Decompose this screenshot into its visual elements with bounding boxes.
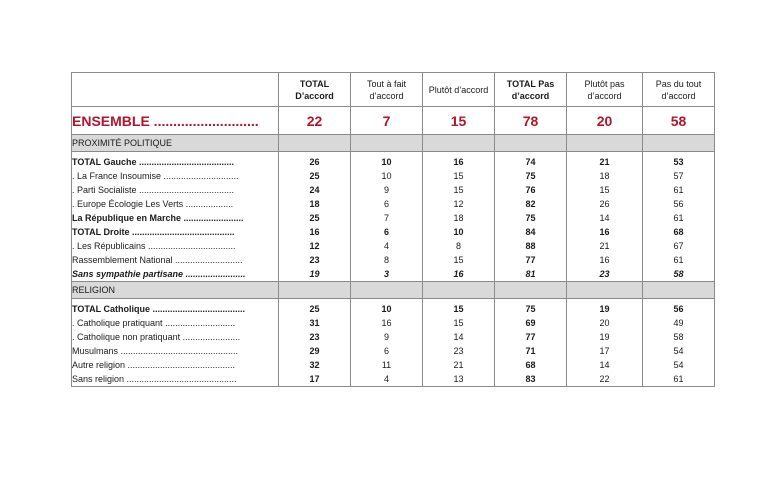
row-value: 75 [495,299,567,317]
table-row [72,197,715,211]
section-blank-cell [423,135,495,152]
row-value: 18 [567,169,643,183]
row-value: 77 [495,330,567,344]
row-value: 57 [643,169,715,183]
row-value: 58 [643,267,715,282]
row-value: 12 [279,239,351,253]
row-value: 19 [567,299,643,317]
row-value: 10 [351,152,423,170]
column-header-line1: Tout à fait [366,78,407,89]
row-value: 3 [351,267,423,282]
row-label: La République en Marche ........................ [72,211,279,225]
ensemble-value: 20 [567,107,643,135]
row-value: 54 [643,344,715,358]
row-value: 18 [423,211,495,225]
column-header-1 [279,73,351,107]
row-value: 81 [495,267,567,282]
ensemble-label: ENSEMBLE ........................... [72,107,279,135]
row-value: 61 [643,372,715,387]
row-label: TOTAL Droite ......................................... [72,225,279,239]
row-value: 11 [351,358,423,372]
row-label: Rassemblement National ........................... [72,253,279,267]
section-blank-cell [351,282,423,299]
table-row [72,152,715,170]
row-value: 23 [567,267,643,282]
row-value: 26 [279,152,351,170]
row-value: 71 [495,344,567,358]
row-value: 77 [495,253,567,267]
ensemble-value: 22 [279,107,351,135]
row-value: 23 [279,253,351,267]
row-value: 61 [643,253,715,267]
row-value: 9 [351,183,423,197]
row-label: Musulmans ............................................... [72,344,279,358]
table-row [72,211,715,225]
column-header-3 [423,73,495,107]
row-label: . Europe Écologie Les Verts ................... [72,197,279,211]
row-value: 17 [279,372,351,387]
table-row [72,267,715,282]
row-value: 16 [567,253,643,267]
section-blank-cell [279,135,351,152]
row-value: 61 [643,211,715,225]
row-label: . Parti Socialiste ...................................... [72,183,279,197]
row-value: 53 [643,152,715,170]
row-value: 84 [495,225,567,239]
row-value: 15 [423,169,495,183]
row-value: 10 [351,299,423,317]
row-value: 23 [423,344,495,358]
row-label: . Catholique non pratiquant ....................... [72,330,279,344]
row-value: 16 [423,152,495,170]
table-row [72,225,715,239]
row-value: 8 [351,253,423,267]
row-label: Autre religion ........................................... [72,358,279,372]
table-row [72,253,715,267]
row-value: 83 [495,372,567,387]
row-value: 20 [567,316,643,330]
section-blank-cell [279,282,351,299]
row-value: 76 [495,183,567,197]
section-blank-cell [643,135,715,152]
row-value: 67 [643,239,715,253]
row-value: 15 [567,183,643,197]
row-label: Sans religion ............................................ [72,372,279,387]
row-value: 69 [495,316,567,330]
row-value: 4 [351,239,423,253]
section-header-row [72,135,715,152]
row-value: 56 [643,197,715,211]
row-value: 56 [643,299,715,317]
section-title: RELIGION [72,282,279,299]
header-blank-cell [72,73,279,107]
row-value: 68 [643,225,715,239]
table-row [72,344,715,358]
column-header-line2: D’accord [295,90,334,101]
row-value: 68 [495,358,567,372]
table-row [72,183,715,197]
row-value: 21 [423,358,495,372]
row-value: 12 [423,197,495,211]
row-value: 29 [279,344,351,358]
section-blank-cell [643,282,715,299]
column-header-line1: Plutôt pas [584,78,625,89]
row-value: 16 [567,225,643,239]
section-blank-cell [351,135,423,152]
section-blank-cell [495,282,567,299]
table-row [72,169,715,183]
table-row [72,358,715,372]
row-label: TOTAL Catholique ..................................... [72,299,279,317]
row-value: 16 [423,267,495,282]
column-header-line2: d’accord [511,90,550,101]
row-value: 61 [643,183,715,197]
row-value: 74 [495,152,567,170]
row-value: 15 [423,299,495,317]
column-header-6 [643,73,715,107]
column-header-line2: d’accord [661,90,696,101]
section-blank-cell [495,135,567,152]
row-value: 15 [423,253,495,267]
row-value: 6 [351,344,423,358]
row-value: 54 [643,358,715,372]
row-value: 6 [351,197,423,211]
row-value: 75 [495,169,567,183]
row-value: 17 [567,344,643,358]
row-value: 21 [567,239,643,253]
column-header-line1: TOTAL [299,78,330,89]
column-header-line2: d’accord [587,90,622,101]
table-row [72,239,715,253]
row-value: 58 [643,330,715,344]
ensemble-row [72,107,715,135]
section-blank-cell [567,282,643,299]
table-row [72,330,715,344]
ensemble-value: 58 [643,107,715,135]
table-row [72,316,715,330]
column-header-2 [351,73,423,107]
row-value: 49 [643,316,715,330]
row-value: 14 [423,330,495,344]
table-row [72,299,715,317]
row-value: 9 [351,330,423,344]
row-value: 16 [351,316,423,330]
section-header-row [72,282,715,299]
row-value: 6 [351,225,423,239]
row-value: 7 [351,211,423,225]
section-blank-cell [423,282,495,299]
ensemble-value: 7 [351,107,423,135]
row-value: 88 [495,239,567,253]
header-row [72,73,715,107]
column-header-line2: d’accord [369,90,404,101]
row-value: 14 [567,211,643,225]
row-value: 15 [423,183,495,197]
row-value: 19 [567,330,643,344]
row-value: 25 [279,299,351,317]
row-value: 4 [351,372,423,387]
row-value: 13 [423,372,495,387]
survey-table [71,72,715,387]
row-value: 8 [423,239,495,253]
row-value: 22 [567,372,643,387]
table-row [72,372,715,387]
row-label: TOTAL Gauche ...................................... [72,152,279,170]
row-value: 10 [351,169,423,183]
row-label: Sans sympathie partisane ........................ [72,267,279,282]
row-value: 14 [567,358,643,372]
row-value: 10 [423,225,495,239]
row-value: 75 [495,211,567,225]
column-header-line1: Plutôt d’accord [428,84,489,95]
section-blank-cell [567,135,643,152]
row-value: 24 [279,183,351,197]
row-value: 18 [279,197,351,211]
row-value: 23 [279,330,351,344]
row-label: . La France Insoumise .............................. [72,169,279,183]
row-value: 19 [279,267,351,282]
row-value: 25 [279,169,351,183]
row-value: 21 [567,152,643,170]
row-value: 25 [279,211,351,225]
row-label: . Catholique pratiquant ............................ [72,316,279,330]
section-title: PROXIMITÉ POLITIQUE [72,135,279,152]
row-label: . Les Républicains ................................... [72,239,279,253]
column-header-5 [567,73,643,107]
row-value: 32 [279,358,351,372]
column-header-line1: Pas du tout [655,78,702,89]
row-value: 16 [279,225,351,239]
row-value: 15 [423,316,495,330]
ensemble-value: 78 [495,107,567,135]
row-value: 82 [495,197,567,211]
ensemble-value: 15 [423,107,495,135]
row-value: 26 [567,197,643,211]
column-header-4 [495,73,567,107]
row-value: 31 [279,316,351,330]
column-header-line1: TOTAL Pas [506,78,555,89]
